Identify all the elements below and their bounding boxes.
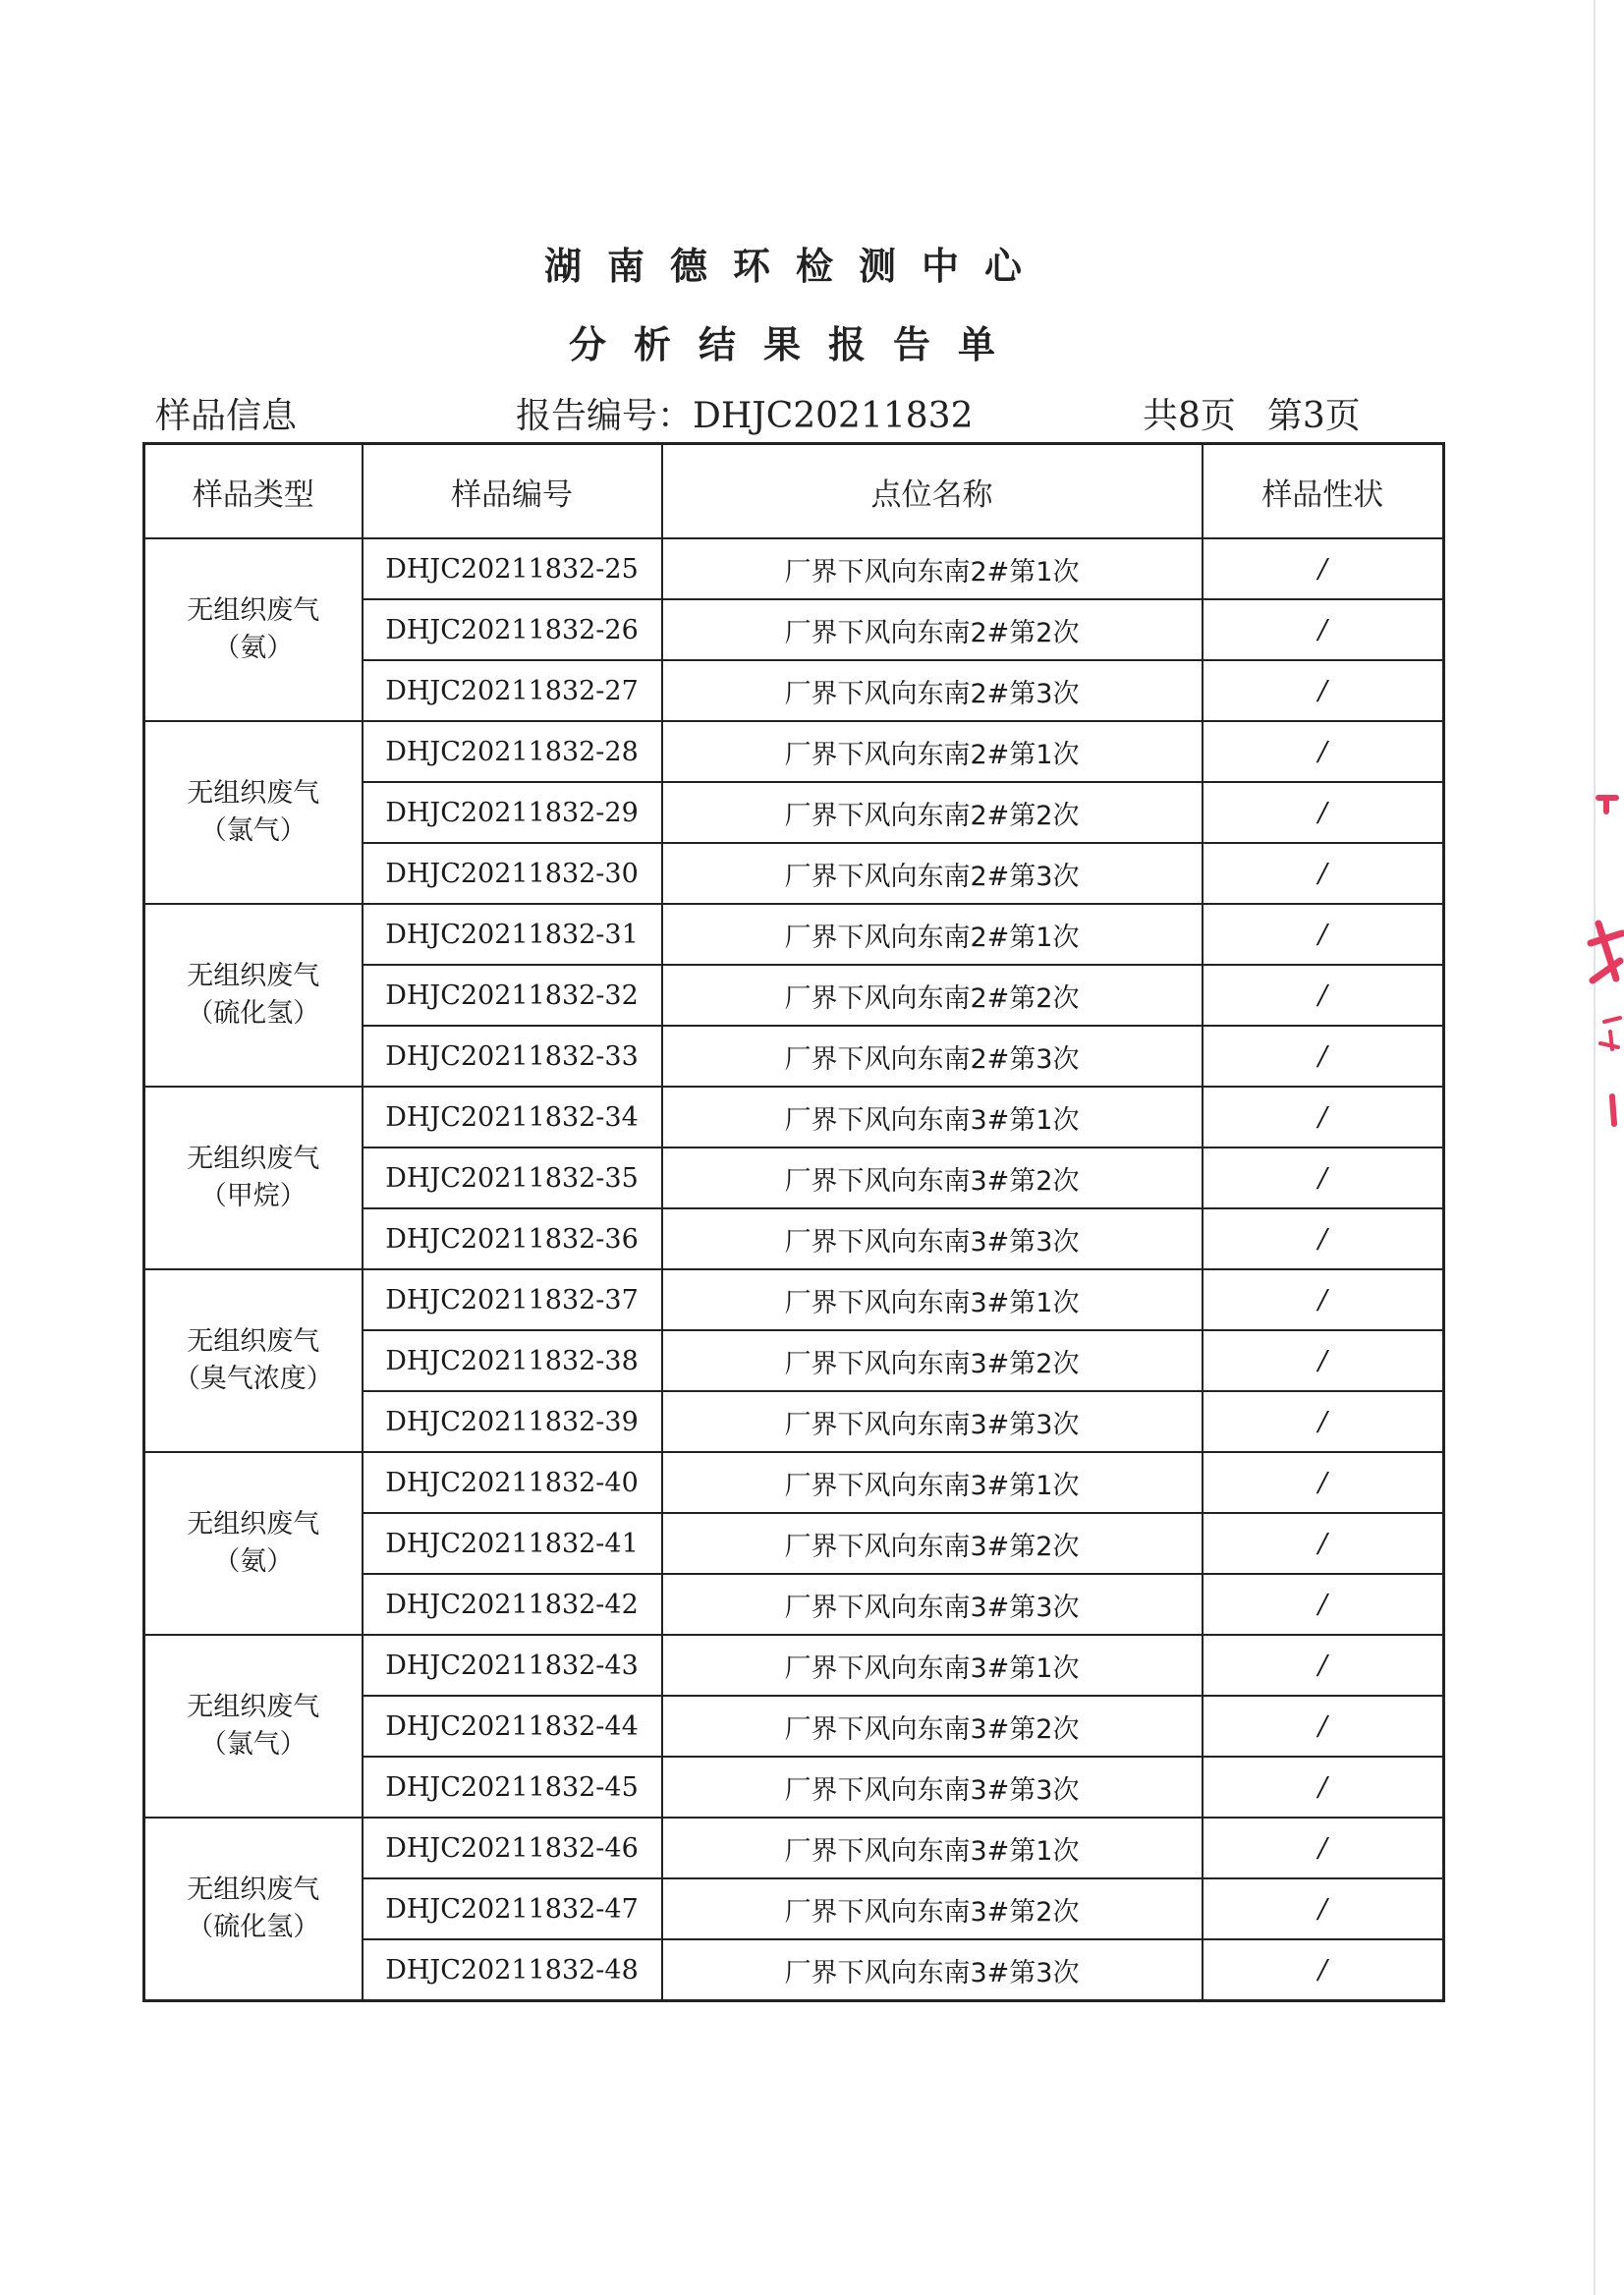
sample-type-cell: [144, 1818, 363, 2001]
sample-type-cell: [144, 1635, 363, 1818]
sample-state-cell: /: [1203, 1208, 1444, 1269]
sample-type-name: 无组织废气: [187, 1692, 320, 1722]
sample-state-cell: /: [1203, 1513, 1444, 1574]
sample-code-cell: DHJC20211832-31: [363, 904, 662, 965]
point-name-cell: 厂界下风向东南3#第2次: [662, 1513, 1203, 1574]
document-title: 分析结果报告单: [568, 323, 1023, 366]
section-label: 样品信息: [155, 396, 298, 436]
sample-state-cell: /: [1203, 1269, 1444, 1330]
sample-type-pollutant: （硫化氢）: [187, 998, 320, 1029]
sample-type-name: 无组织废气: [187, 1509, 320, 1539]
sample-state-cell: /: [1203, 1878, 1444, 1939]
sample-code-cell: DHJC20211832-41: [363, 1513, 662, 1574]
point-name-cell: 厂界下风向东南2#第1次: [662, 538, 1203, 599]
sample-state-cell: /: [1203, 1026, 1444, 1087]
point-name-cell: 厂界下风向东南2#第3次: [662, 660, 1203, 721]
column-header-sample-type: 样品类型: [144, 444, 363, 539]
sample-state-cell: /: [1203, 1087, 1444, 1148]
sample-type-name: 无组织废气: [187, 778, 320, 809]
sample-code-cell: DHJC20211832-26: [363, 599, 662, 660]
sample-state-cell: /: [1203, 660, 1444, 721]
point-name-cell: 厂界下风向东南2#第1次: [662, 904, 1203, 965]
table-header-row: [144, 444, 1444, 539]
point-name-cell: 厂界下风向东南3#第1次: [662, 1452, 1203, 1513]
sample-code-cell: DHJC20211832-39: [363, 1391, 662, 1452]
sample-state-cell: /: [1203, 1330, 1444, 1391]
sample-type-name: 无组织废气: [187, 1144, 320, 1174]
sample-code-cell: DHJC20211832-33: [363, 1026, 662, 1087]
column-header-point-name: 点位名称: [662, 444, 1203, 539]
stamp-stroke-bottom: [1612, 1096, 1614, 1124]
sample-type-pollutant: （氯气）: [199, 1729, 307, 1760]
sample-type-pollutant: （氯气）: [199, 815, 307, 846]
point-name-cell: 厂界下风向东南2#第2次: [662, 782, 1203, 843]
sample-code-cell: DHJC20211832-27: [363, 660, 662, 721]
current-page: 第3页: [1266, 396, 1361, 436]
sample-code-cell: DHJC20211832-43: [363, 1635, 662, 1696]
sample-code-cell: DHJC20211832-45: [363, 1757, 662, 1818]
point-name-cell: 厂界下风向东南3#第2次: [662, 1696, 1203, 1757]
sample-type-pollutant: （甲烷）: [199, 1181, 307, 1211]
point-name-cell: 厂界下风向东南3#第2次: [662, 1330, 1203, 1391]
sample-type-pollutant: （氨）: [213, 633, 294, 663]
point-name-cell: 厂界下风向东南3#第3次: [662, 1939, 1203, 2001]
sample-state-cell: /: [1203, 599, 1444, 660]
point-name-cell: 厂界下风向东南3#第3次: [662, 1391, 1203, 1452]
seal-stamp-fragment: [1577, 786, 1624, 1130]
sample-code-cell: DHJC20211832-32: [363, 965, 662, 1026]
point-name-cell: 厂界下风向东南3#第3次: [662, 1757, 1203, 1818]
sample-code-cell: DHJC20211832-42: [363, 1574, 662, 1635]
sample-state-cell: /: [1203, 1696, 1444, 1757]
sample-code-cell: DHJC20211832-47: [363, 1878, 662, 1939]
stamp-stroke-low: [1600, 1018, 1620, 1049]
sample-type-pollutant: （臭气浓度）: [173, 1364, 333, 1394]
sample-state-cell: /: [1203, 843, 1444, 904]
table-row: [144, 538, 1444, 599]
sample-code-cell: DHJC20211832-30: [363, 843, 662, 904]
sample-state-cell: /: [1203, 1452, 1444, 1513]
sample-code-cell: DHJC20211832-28: [363, 721, 662, 782]
sample-type-name: 无组织废气: [187, 1326, 320, 1357]
point-name-cell: 厂界下风向东南3#第2次: [662, 1148, 1203, 1208]
sample-code-cell: DHJC20211832-38: [363, 1330, 662, 1391]
sample-state-cell: /: [1203, 965, 1444, 1026]
sample-code-cell: DHJC20211832-29: [363, 782, 662, 843]
sample-type-name: 无组织废气: [187, 1875, 320, 1905]
sample-type-name: 无组织废气: [187, 595, 320, 626]
point-name-cell: 厂界下风向东南2#第2次: [662, 599, 1203, 660]
table-row: [144, 721, 1444, 782]
sample-type-name: 无组织废气: [187, 961, 320, 991]
total-pages: 共8页: [1143, 396, 1236, 436]
point-name-cell: 厂界下风向东南3#第1次: [662, 1087, 1203, 1148]
point-name-cell: 厂界下风向东南3#第1次: [662, 1269, 1203, 1330]
table-body: [144, 538, 1444, 2001]
point-name-cell: 厂界下风向东南2#第3次: [662, 1026, 1203, 1087]
sample-code-cell: DHJC20211832-25: [363, 538, 662, 599]
sample-code-cell: DHJC20211832-48: [363, 1939, 662, 2001]
page-indicator: [1143, 395, 1361, 438]
sample-info-table: [142, 442, 1445, 2002]
sample-state-cell: /: [1203, 1757, 1444, 1818]
point-name-cell: 厂界下风向东南3#第3次: [662, 1208, 1203, 1269]
sample-state-cell: /: [1203, 721, 1444, 782]
sample-type-pollutant: （硫化氢）: [187, 1912, 320, 1942]
sample-code-cell: DHJC20211832-46: [363, 1818, 662, 1878]
organization-title: 湖南德环检测中心: [543, 245, 1047, 288]
table-row: [144, 1269, 1444, 1330]
sample-type-cell: [144, 1452, 363, 1635]
sample-code-cell: DHJC20211832-40: [363, 1452, 662, 1513]
column-header-sample-state: 样品性状: [1203, 444, 1444, 539]
point-name-cell: 厂界下风向东南3#第1次: [662, 1635, 1203, 1696]
sample-state-cell: /: [1203, 1635, 1444, 1696]
sample-type-pollutant: （氨）: [213, 1546, 294, 1577]
sample-state-cell: /: [1203, 1574, 1444, 1635]
report-number: 报告编号：DHJC20211832: [516, 396, 974, 436]
sample-state-cell: /: [1203, 1148, 1444, 1208]
sample-type-cell: [144, 721, 363, 904]
sample-type-cell: [144, 904, 363, 1087]
sample-state-cell: /: [1203, 538, 1444, 599]
table-row: [144, 904, 1444, 965]
sample-state-cell: /: [1203, 904, 1444, 965]
sample-state-cell: /: [1203, 1818, 1444, 1878]
column-header-sample-code: 样品编号: [363, 444, 662, 539]
table-row: [144, 1818, 1444, 1878]
sample-type-cell: [144, 1269, 363, 1452]
page-fold-line: [1594, 0, 1596, 2295]
sample-state-cell: /: [1203, 782, 1444, 843]
point-name-cell: 厂界下风向东南2#第2次: [662, 965, 1203, 1026]
stamp-stroke-mid: [1591, 924, 1622, 980]
table-row: [144, 1087, 1444, 1148]
sample-state-cell: /: [1203, 1391, 1444, 1452]
sample-code-cell: DHJC20211832-36: [363, 1208, 662, 1269]
sample-code-cell: DHJC20211832-34: [363, 1087, 662, 1148]
sample-type-cell: [144, 1087, 363, 1269]
point-name-cell: 厂界下风向东南2#第1次: [662, 721, 1203, 782]
table-row: [144, 1635, 1444, 1696]
sample-code-cell: DHJC20211832-35: [363, 1148, 662, 1208]
sample-state-cell: /: [1203, 1939, 1444, 2001]
stamp-stroke-top: [1598, 798, 1616, 812]
table-row: [144, 1452, 1444, 1513]
point-name-cell: 厂界下风向东南3#第3次: [662, 1574, 1203, 1635]
sample-code-cell: DHJC20211832-44: [363, 1696, 662, 1757]
sample-code-cell: DHJC20211832-37: [363, 1269, 662, 1330]
point-name-cell: 厂界下风向东南3#第1次: [662, 1818, 1203, 1878]
point-name-cell: 厂界下风向东南2#第3次: [662, 843, 1203, 904]
sample-type-cell: [144, 538, 363, 721]
point-name-cell: 厂界下风向东南3#第2次: [662, 1878, 1203, 1939]
